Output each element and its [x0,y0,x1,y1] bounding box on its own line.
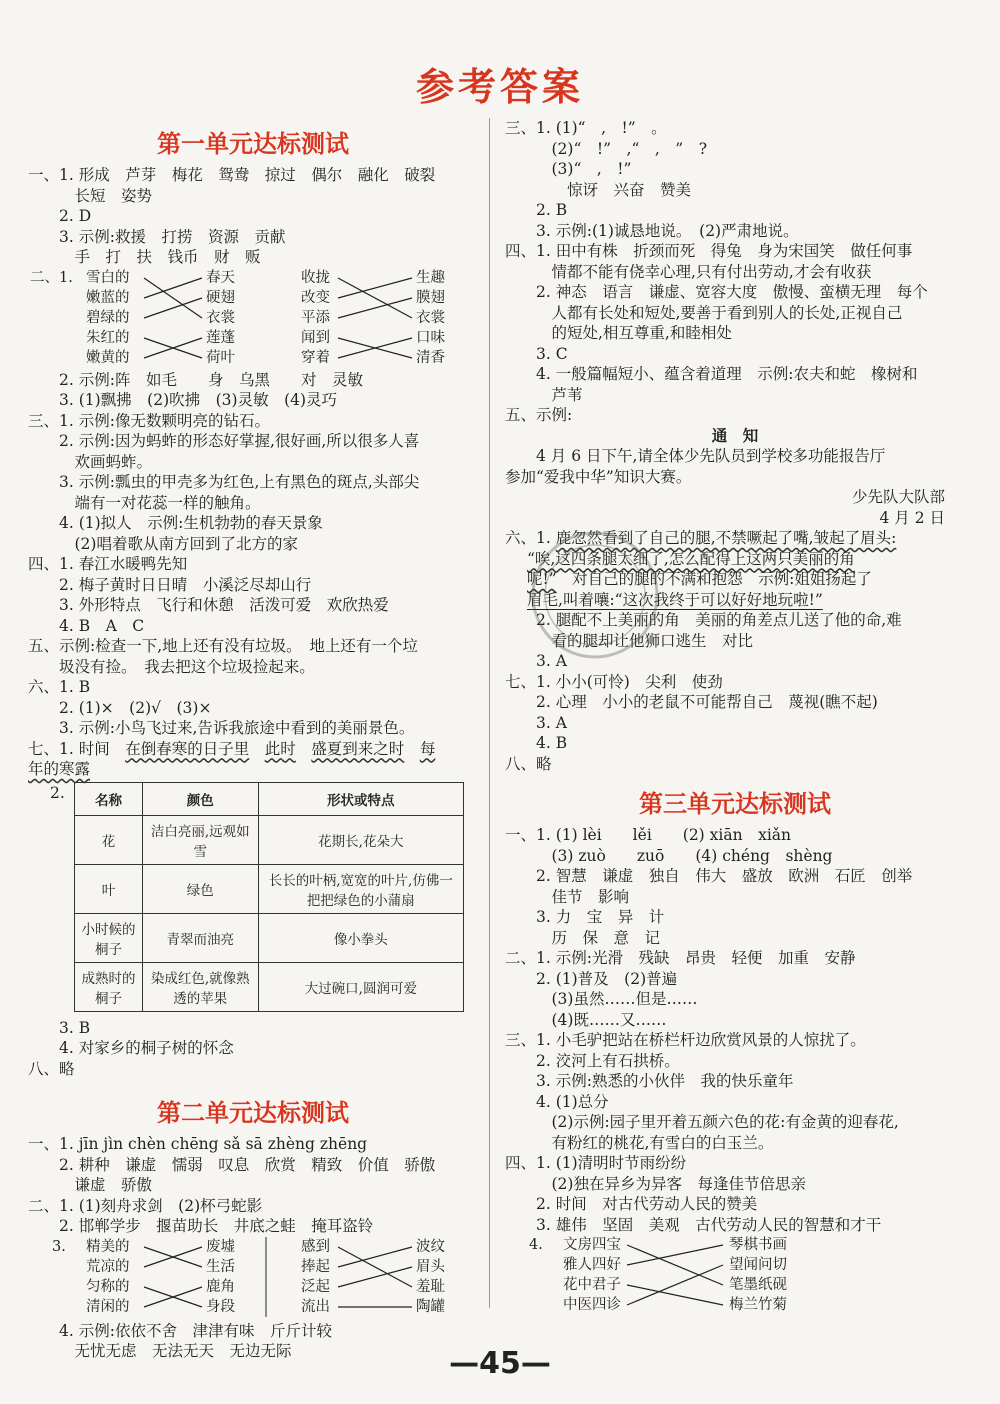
right-line-7: 情都不能有侥幸心理,只有付出劳动,才会有收获 [505,262,872,281]
match-right-item: 莲蓬 [206,329,235,346]
table-cell: 长长的叶柄,宽宽的叶片,仿佛一把把绿色的小蒲扇 [258,864,463,913]
match-left-item: 平添 [301,309,330,326]
match-line [144,298,202,318]
match-right-item: 琴棋书画 [729,1237,787,1253]
match-left-item: 泛起 [301,1278,330,1295]
unit3-line-6: 二、1. 示例:光滑 残缺 昂贵 轻便 加重 安静 [505,949,856,967]
unit1-line2-6: 端有一对花蕊一样的触角。 [28,493,261,512]
table-cell: 像小拳头 [258,913,463,962]
unit1-line2-13: 五、示例:检查一下,地上还有没有垃圾。 地上还有一个垃 [28,637,418,655]
match-line [627,1285,723,1305]
match-left-item: 清闲的 [86,1298,130,1315]
unit1-answers-3 [28,1018,478,1080]
unit1-line2-17: 3. 示例:小鸟飞过来,告诉我旅途中看到的美丽景色。 [28,719,415,737]
right-line2-6: 4. B [505,734,568,752]
notice-title: 通 知 [711,425,759,445]
right-line-13: 芦苇 [505,385,583,404]
unit1-line-0: 一、1. 形成 芦芽 梅花 鸳鸯 掠过 偶尔 融化 破裂 [28,166,436,184]
unit3-answers [505,825,965,1235]
right-line-9: 人都有长处和短处,要善于看到别人的长处,正视自己 [505,303,903,322]
unit3-line-8: (3)虽然……但是…… [505,990,698,1008]
unit3-line-11: 2. 洨河上有石拱桥。 [505,1051,680,1070]
match-left-item: 文房四宝 [563,1237,621,1253]
table-cell: 小时候的桐子 [75,913,143,962]
right-line-4: 2. B [505,201,568,219]
right-line2-5: 3. A [505,713,567,732]
match-right-item: 陶罐 [416,1298,445,1315]
unit1-line-1: 长短 姿势 [28,186,153,205]
table-row [75,962,464,1011]
unit1-line2-3: 2. 示例:因为蚂蚱的形态好掌握,很好画,所以很多人喜 [28,432,420,450]
left-column [28,118,478,1362]
q6-line4: 眉毛,叫着嚷:“这次我终于可以好好地玩啦!” [527,590,823,609]
notice-body [505,446,965,487]
match-line [627,1265,723,1305]
q7-line1: 七、1. 时间 在倒春寒的日子里 此时 盛夏到来之时 每 [28,739,436,758]
unit3-line-13: 4. (1)总分 [505,1092,609,1111]
unit1-line2-12: 4. B A C [28,616,145,635]
unit3-line-5: 历 保 意 记 [505,928,661,947]
unit2-line-4: 2. 邯郸学步 揠苗助长 井底之蛙 掩耳盗铃 [28,1217,374,1235]
match-prefix: 3. [52,1238,66,1255]
table-header-cell: 颜色 [142,782,258,815]
match-right-item: 生活 [206,1258,235,1275]
match-line [338,1247,412,1287]
match-left-item: 朱红的 [86,329,130,346]
unit3-line-12: 3. 示例:熟悉的小伙伴 我的快乐童年 [505,1072,794,1090]
unit3-line-3: 佳节 影响 [505,887,630,906]
unit3-line-7: 2. (1)普及 (2)普遍 [505,969,678,988]
right-line-12: 4. 一般篇幅短小、蕴含着道理 示例:农夫和蛇 橡树和 [505,365,918,383]
match-right-item: 清香 [416,349,445,366]
page-title: 参考答案 [415,65,584,109]
page-number: —45— [449,1346,551,1381]
q6-line2: “唉,这四条腿太细了,怎么配得上这两只美丽的角 [527,549,855,568]
unit3-line-1: (3) zuò zuō (4) chéng shèng [505,846,833,865]
match-right-item: 硬翅 [206,289,235,306]
unit3-line-18: 2. 时间 对古代劳动人民的赞美 [505,1195,758,1213]
notice-line-1: 参加“爱我中华”知识大赛。 [505,467,692,486]
table-row [75,913,464,962]
unit3-line-0: 一、1. (1) lèi lěi (2) xiān xiǎn [505,826,792,844]
match-right-item: 生趣 [416,269,445,286]
unit3-title: 第三单元达标测试 [639,790,831,818]
match-line [338,1267,412,1287]
table-header-cell: 形状或特点 [258,782,463,815]
unit3-line-2: 2. 智慧 谦虚 独自 伟大 盛放 欧洲 石匠 创举 [505,867,913,885]
right-line-14: 五、示例: [505,406,573,424]
match-right-item: 衣裳 [206,309,235,326]
right-line-11: 3. C [505,344,568,363]
table-cell: 成熟时的桐子 [75,962,143,1011]
table-cell: 花 [75,815,143,864]
match-left-item: 感到 [301,1238,330,1255]
unit1-line3-0: 3. B [28,1018,91,1037]
unit2-line-1: 2. 耕种 谦虚 懦弱 叹息 欣赏 精致 价值 骄傲 [28,1155,436,1174]
unit2-line-3: 二、1. (1)刻舟求剑 (2)杯弓蛇影 [28,1196,263,1215]
right-line-0: 三、1. (1)“ , !” 。 [505,119,667,137]
right-line2-1: 看的腿却让他狮口逃生 对比 [505,631,754,650]
right-line2-7: 八、略 [505,754,552,773]
unit1-line-2: 2. D [28,207,92,225]
unit1-answers [28,165,478,268]
match-left-item: 花中君子 [563,1277,621,1293]
q6-line3: 呢!” 对自己的腿的不满和抱怨 示例:姐姐扬起了 [527,570,872,588]
table-header-row [75,782,464,815]
unit2-line2-1: 无忧无虑 无法无天 无边无际 [28,1342,292,1360]
stamp-watermark [520,520,670,670]
right-line-2: (3)“ , !” [505,160,632,178]
match-left-item: 中医四诊 [563,1297,621,1313]
unit3-line-17: (2)独在异乡为异客 每逢佳节倍思亲 [505,1174,806,1193]
match-line [144,278,202,298]
table-cell: 花期长,花朵大 [258,815,463,864]
match-line [338,298,412,318]
match-left-item: 流出 [301,1298,330,1315]
unit1-line2-10: 2. 梅子黄时日日晴 小溪泛尽却山行 [28,575,312,594]
unit1-line-4: 手 打 扶 钱币 财 贩 [28,248,261,266]
notice-line-0: 4 月 6 日下午,请全体少先队员到学校多功能报告厅 [505,447,886,465]
unit3-line-4: 3. 力 宝 异 计 [505,908,665,926]
unit2-title: 第二单元达标测试 [157,1099,349,1127]
match-right-item: 望闻问切 [729,1257,787,1273]
match-left-item: 嫩黄的 [86,349,130,366]
unit3-line-16: 四、1. (1)清明时节雨纷纷 [505,1154,687,1172]
match-right-item: 春天 [206,269,235,286]
unit3-matching [529,1235,965,1321]
table-row [75,864,464,913]
table-cell: 青翠而油亮 [142,913,258,962]
unit2-answers-continued [505,118,965,426]
match-right-item: 身段 [206,1298,235,1315]
unit1-line2-1: 3. (1)飘拂 (2)吹拂 (3)灵敏 (4)灵巧 [28,391,338,409]
right-column [505,118,965,1321]
right-line-1: (2)“ !” ,“ , ” ? [505,139,708,158]
unit3-line-14: (2)示例:园子里开着五颜六色的花:有金黄的迎春花, [505,1113,899,1131]
table-cell: 大过碗口,圆润可爱 [258,962,463,1011]
unit1-line2-4: 欢画蚂蚱。 [28,452,153,471]
match-left-item: 精美的 [86,1238,130,1255]
match-left-item: 匀称的 [86,1278,130,1295]
unit1-answers-2 [28,370,478,739]
match-left-item: 雪白的 [86,269,130,286]
unit1-title: 第一单元达标测试 [157,130,349,158]
unit2-answers [28,1134,478,1237]
unit1-line3-1: 4. 对家乡的桐子树的怀念 [28,1039,234,1057]
match-right-item: 笔墨纸砚 [729,1277,787,1293]
match-right-item: 口味 [416,329,445,346]
match-right-item: 眉头 [416,1258,445,1275]
table-row [75,815,464,864]
notice-sign: 少先队大队部 [851,488,945,506]
table-cell: 洁白亮丽,远观如雪 [142,815,258,864]
unit3-line-10: 三、1. 小毛驴把站在桥栏杆边欣赏风景的人惊扰了。 [505,1031,866,1049]
unit2-line2-0: 4. 示例:依依不舍 津津有味 斤斤计较 [28,1321,332,1340]
match-right-item: 羞耻 [416,1278,445,1295]
answer-table [74,782,464,1012]
right-line-5: 3. 示例:(1)诚恳地说。 (2)严肃地说。 [505,221,799,240]
match-prefix: 4. [529,1237,543,1253]
match-right-item: 荷叶 [206,349,235,366]
match-prefix: 二、1. [30,269,73,286]
unit3-line-9: (4)既……又…… [505,1010,667,1029]
unit3-line-19: 3. 雄伟 坚固 美观 古代劳动人民的智慧和才干 [505,1215,882,1234]
match-line [627,1245,723,1285]
unit1-line-3: 3. 示例:救援 打捞 资源 贡献 [28,227,286,246]
table-header-cell: 名称 [75,782,143,815]
match-line [338,1247,412,1267]
table-block [28,782,478,1012]
match-right-item: 膜翅 [416,289,445,306]
unit2-line-2: 谦虚 骄傲 [28,1176,153,1194]
right-line-10: 的短处,相互尊重,和睦相处 [505,324,732,342]
unit1-line2-5: 3. 示例:瓢虫的甲壳多为红色,上有黑色的斑点,头部尖 [28,473,420,491]
right-line2-2: 3. A [505,652,567,670]
unit1-line2-7: 4. (1)拟人 示例:生机勃勃的春天景象 [28,514,323,532]
match-right-item: 鹿角 [206,1278,235,1295]
unit1-line2-14: 圾没有捡。 我去把这个垃圾捡起来。 [28,657,315,676]
unit3-line-15: 有粉红的桃花,有雪白的白玉兰。 [505,1133,774,1152]
match-line [144,278,202,318]
unit1-line2-16: 2. (1)× (2)√ (3)× [28,698,212,717]
match-line [627,1245,723,1265]
match-line [338,278,412,318]
unit1-line2-15: 六、1. B [28,678,91,696]
match-right-item: 梅兰竹菊 [729,1297,787,1313]
right-line-3: 惊讶 兴奋 赞美 [505,180,692,199]
match-left-item: 闻到 [301,329,330,346]
right-line-8: 2. 神态 语言 谦虚、宽容大度 傲慢、蛮横无理 每个 [505,283,928,301]
match-left-item: 荒凉的 [86,1258,130,1275]
unit1-line2-8: (2)唱着歌从南方回到了北方的家 [28,534,298,553]
match-left-item: 收拢 [301,269,330,286]
right-line-6: 四、1. 田中有株 折颈而死 得兔 身为宋国笑 做任何事 [505,242,913,260]
match-left-item: 雅人四好 [563,1257,621,1273]
unit1-matching [30,268,478,370]
unit2-line-0: 一、1. jīn jìn chèn chēng sǎ sā zhèng zhēng [28,1135,368,1153]
right-line2-3: 七、1. 小小(可怜) 尖利 使劲 [505,672,723,691]
table-cell: 绿色 [142,864,258,913]
right-line2-0: 2. 腿配不上美丽的角 美丽的角差点儿送了他的命,难 [505,611,902,629]
match-left-item: 捧起 [301,1258,330,1275]
unit1-line2-9: 四、1. 春江水暖鸭先知 [28,555,188,573]
unit1-line2-0: 2. 示例:阵 如毛 身 乌黑 对 灵敏 [28,370,363,389]
unit1-line2-11: 3. 外形特点 飞行和休憩 活泼可爱 欢欣热爱 [28,596,389,614]
table-cell: 染成红色,就像熟透的苹果 [142,962,258,1011]
unit2-matching [52,1237,478,1321]
right-line2-4: 2. 心理 小小的老鼠不可能帮自己 蔑视(瞧不起) [505,693,878,711]
unit1-line3-2: 八、略 [28,1059,75,1078]
match-right-item: 波纹 [416,1238,445,1255]
q6-line1: 六、1. 鹿忽然看到了自己的腿,不禁噘起了嘴,皱起了眉头: [505,529,897,547]
notice-date: 4 月 2 日 [879,508,945,527]
unit1-line2-2: 三、1. 示例:像无数颗明亮的钻石。 [28,411,270,430]
match-left-item: 穿着 [301,349,330,366]
table-cell: 叶 [75,864,143,913]
match-right-item: 废墟 [206,1238,235,1255]
match-line [338,278,412,298]
table-prefix: 2. [50,783,65,802]
q7-line2: 年的寒露 [28,760,91,778]
match-left-item: 嫩蓝的 [86,289,130,306]
match-left-item: 改变 [301,289,330,306]
match-right-item: 衣裳 [416,309,445,326]
match-left-item: 碧绿的 [86,309,130,326]
